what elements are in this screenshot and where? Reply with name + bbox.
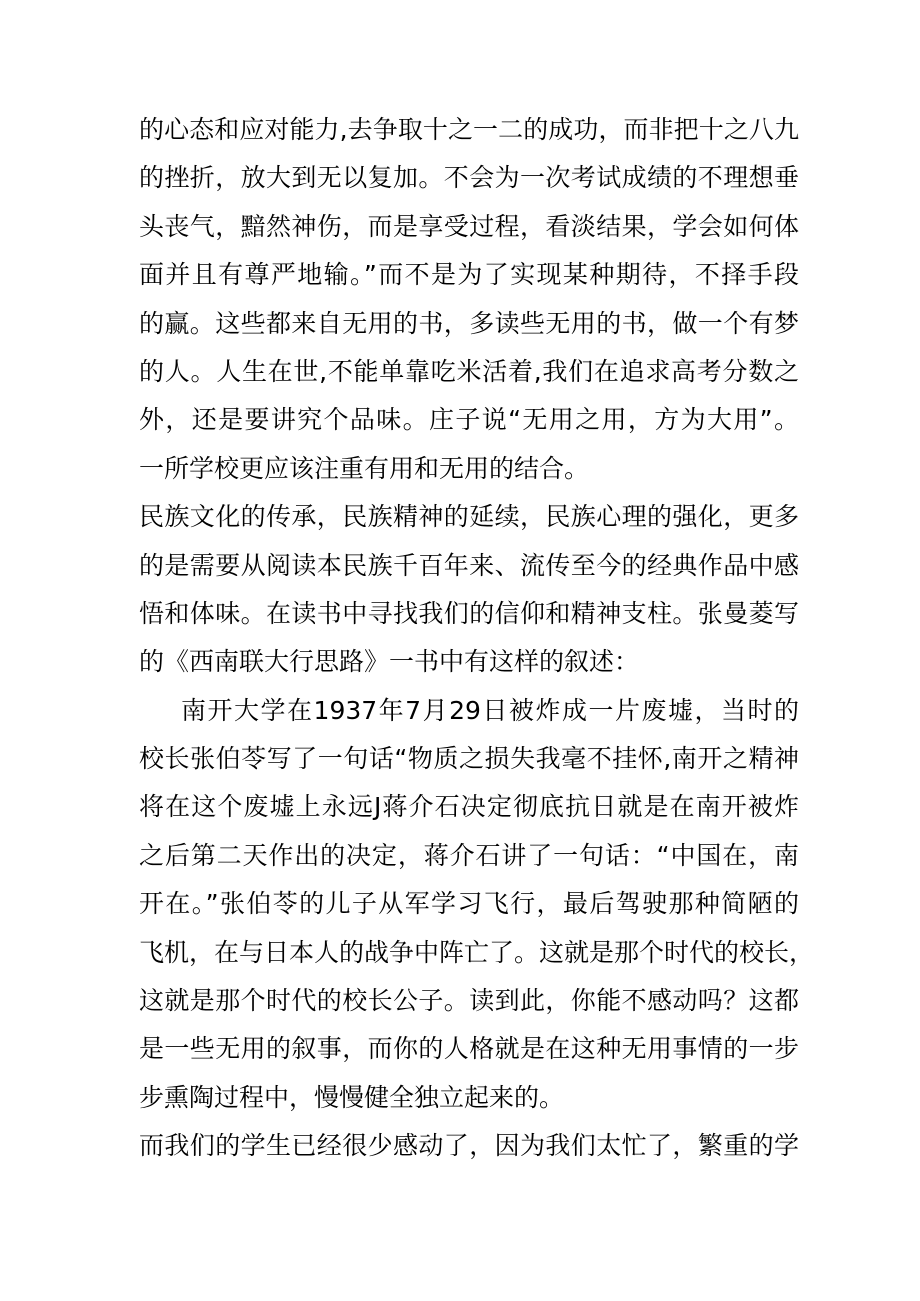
text-line: 的挫折，放大到无以复加。不会为一次考试成绩的不理想垂	[139, 163, 799, 193]
text-line: 步熏陶过程中，慢慢健全独立起来的。	[139, 1082, 565, 1112]
body-text	[139, 106, 815, 1171]
text-line: 头丧气，黯然神伤，而是享受过程，看淡结果，学会如何体	[139, 211, 799, 241]
text-line: 的《西南联大行思路》一书中有这样的叙述：	[139, 647, 640, 677]
paragraph-2	[139, 493, 799, 687]
text-line: 南开大学在1937年7月29日被炸成一片废墟，当时的	[181, 695, 799, 725]
text-line: 的是需要从阅读本民族千百年来、流传至今的经典作品中感	[139, 550, 799, 580]
paragraph-4	[139, 1122, 799, 1170]
paragraph-3	[139, 687, 815, 1123]
text-line: 飞机，在与日本人的战争中阵亡了。这就是那个时代的校长，	[139, 937, 815, 967]
text-line: 的人。人生在世,不能单靠吃米活着,我们在追求高考分数之	[139, 356, 799, 386]
text-line: 开在。”张伯苓的儿子从军学习飞行，最后驾驶那种简陋的	[139, 889, 799, 919]
text-line: 而我们的学生已经很少感动了，因为我们太忙了，繁重的学	[139, 1131, 799, 1161]
text-line: 外，还是要讲究个品味。庄子说“无用之用，方为大用”。	[139, 405, 799, 435]
text-line: 校长张伯苓写了一句话“物质之损失我毫不挂怀,南开之精神	[139, 744, 799, 774]
text-line: 面并且有尊严地输。”而不是为了实现某种期待，不择手段	[139, 260, 799, 290]
text-line: 之后第二天作出的决定，蒋介石讲了一句话：“中国在，南	[139, 840, 799, 870]
text-line: 将在这个废墟上永远J蒋介石决定彻底抗日就是在南开被炸	[139, 792, 799, 822]
text-line: 是一些无用的叙事，而你的人格就是在这种无用事情的一步	[139, 1034, 799, 1064]
text-line: 这就是那个时代的校长公子。读到此，你能不感动吗？这都	[139, 986, 799, 1016]
text-line: 一所学校更应该注重有用和无用的结合。	[139, 453, 590, 483]
text-line: 的赢。这些都来自无用的书，多读些无用的书，做一个有梦	[139, 308, 799, 338]
text-line: 悟和体味。在读书中寻找我们的信仰和精神支柱。张曼菱写	[139, 598, 799, 628]
text-line: 民族文化的传承，民族精神的延续，民族心理的强化，更多	[139, 502, 799, 532]
paragraph-1	[139, 106, 799, 493]
text-line: 的心态和应对能力,去争取十之一二的成功，而非把十之八九	[139, 115, 799, 144]
